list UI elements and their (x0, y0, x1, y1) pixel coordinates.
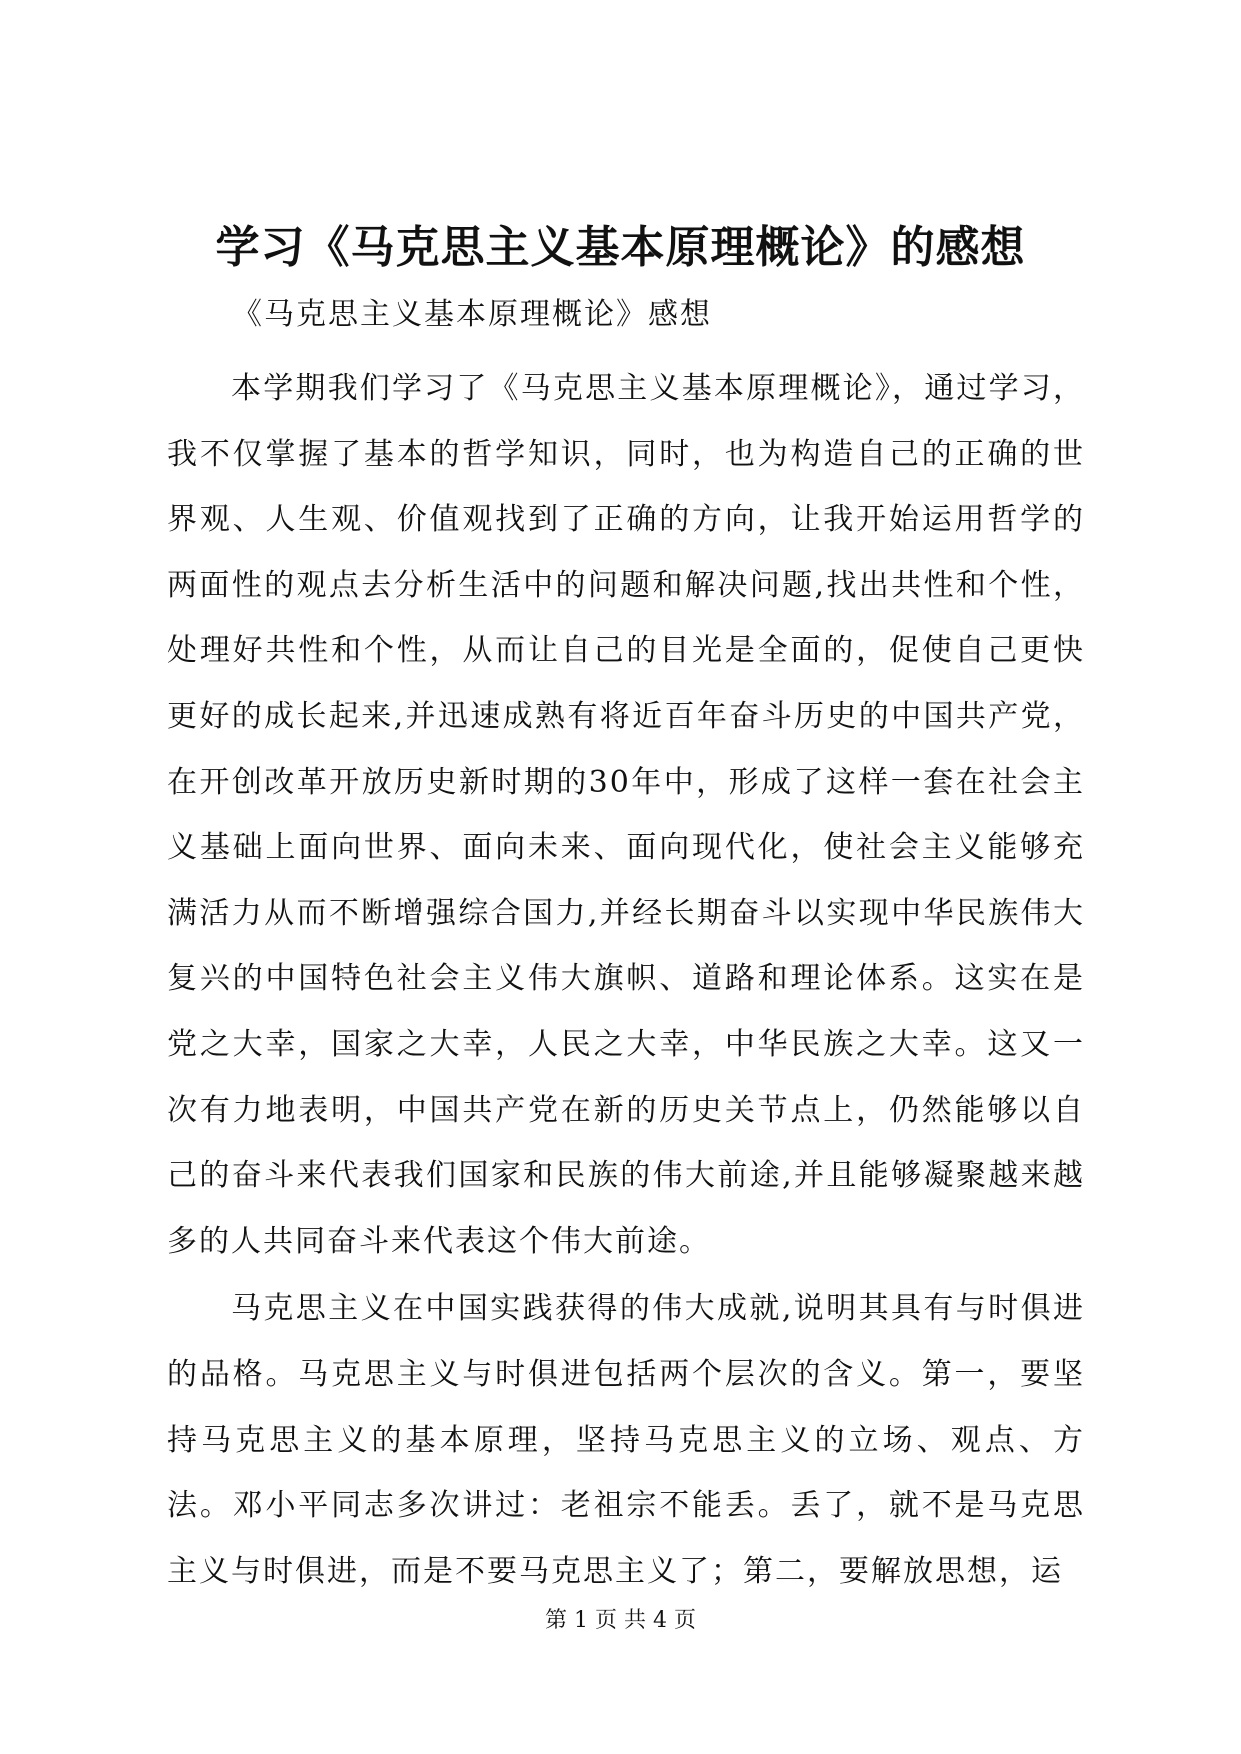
document-title: 学习《马克思主义基本原理概论》的感想 (215, 222, 1026, 273)
page-number-footer: 第 1 页 共 4 页 (545, 1608, 696, 1633)
paragraph-1: 本学期我们学习了《马克思主义基本原理概论》，通过学习，我不仅掌握了基本的哲学知识，同时，也为构造自己的正确的世界观、人生观、价值观找到了正确的方向，让我开始运用哲学的两面性的观点去分析生活中的问题和解决问题,找出共性和个性，处理好共性和个性，从而让自己的目光是全面的，促使自己更快更好的成长起来,并迅速成熟有将近百年奋斗历史的中国共产党，在开创改革开放历史新时期的30年中，形成了这样一套在社会主义基础上面向世界、面向未来、面向现代化，使社会主义能够充满活力从而不断增强综合国力,并经长期奋斗以实现中华民族伟大复兴的中国特色社会主义伟大旗帜、道路和理论体系。这实在是党之大幸，国家之大幸，人民之大幸，中华民族之大幸。这又一次有力地表明，中国共产党在新的历史关节点上，仍然能够以自己的奋斗来代表我们国家和民族的伟大前途,并且能够凝聚越来越多的人共同奋斗来代表这个伟大前途。 (167, 371, 1085, 1259)
paragraph-2: 马克思主义在中国实践获得的伟大成就,说明其具有与时俱进的品格。马克思主义与时俱进包括两个层次的含义。第一，要坚持马克思主义的基本原理，坚持马克思主义的立场、观点、方法。邓小平同志多次讲过：老祖宗不能丢。丢了，就不是马克思主义与时俱进，而是不要马克思主义了；第二，要解放思想，运 (167, 1291, 1085, 1589)
document-body (167, 356, 1085, 1604)
document-subtitle: 《马克思主义基本原理概论》感想 (232, 297, 712, 332)
